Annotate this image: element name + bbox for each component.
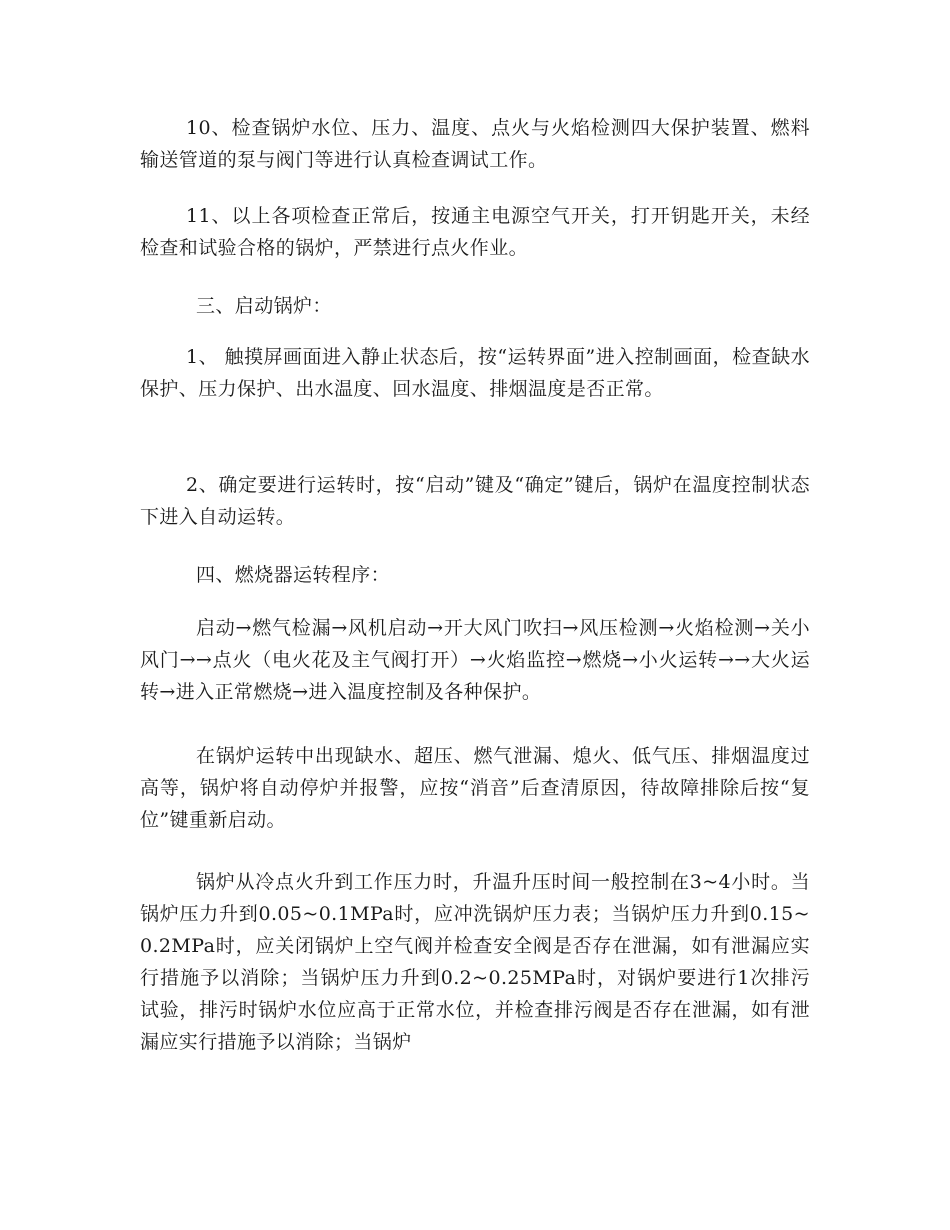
section-heading-start-boiler: 三、启动锅炉： [196, 295, 332, 317]
paragraph-start-step-1: 1、 触摸屏画面进入静止状态后，按“运转界面”进入控制画面，检查缺水保护、压力保护、出水温度、回水温度、排烟温度是否正常。 [140, 346, 810, 400]
paragraph-fault-handling: 在锅炉运转中出现缺水、超压、燃气泄漏、熄火、低气压、排烟温度过高等，锅炉将自动停炉并报警，应按“消音”后查清原因，待故障排除后按“复位”键重新启动。 [140, 745, 810, 831]
paragraph-pressure-procedure: 锅炉从冷点火升到工作压力时，升温升压时间一般控制在3~4小时。当锅炉压力升到0.05~0.1MPa时，应冲洗锅炉压力表；当锅炉压力升到0.15~0.2MPa时，应关闭锅炉上空气阀并检查安全阀是否存在泄漏，如有泄漏应实行措施予以消除；当锅炉压力升到0.2~0.25MPa时，对锅炉要进行1次排污试验，排污时锅炉水位应高于正常水位，并检查排污阀是否存在泄漏，如有泄漏应实行措施予以消除；当锅炉 [140, 871, 810, 1053]
paragraph-burner-sequence: 启动→燃气检漏→风机启动→开大风门吹扫→风压检测→火焰检测→关小风门→→点火（电火花及主气阀打开）→火焰监控→燃烧→小火运转→→大火运转→进入正常燃烧→进入温度控制及各种保护。 [140, 617, 810, 703]
paragraph-start-step-2: 2、确定要进行运转时，按“启动”键及“确定”键后，锅炉在温度控制状态下进入自动运转。 [140, 474, 810, 528]
paragraph-item-11: 11、以上各项检查正常后，按通主电源空气开关，打开钥匙开关，未经检查和试验合格的锅炉，严禁进行点火作业。 [140, 205, 810, 259]
paragraph-item-10: 10、检查锅炉水位、压力、温度、点火与火焰检测四大保护装置、燃料输送管道的泵与阀门等进行认真检查调试工作。 [140, 117, 810, 171]
section-heading-burner-procedure: 四、燃烧器运转程序： [196, 564, 391, 586]
